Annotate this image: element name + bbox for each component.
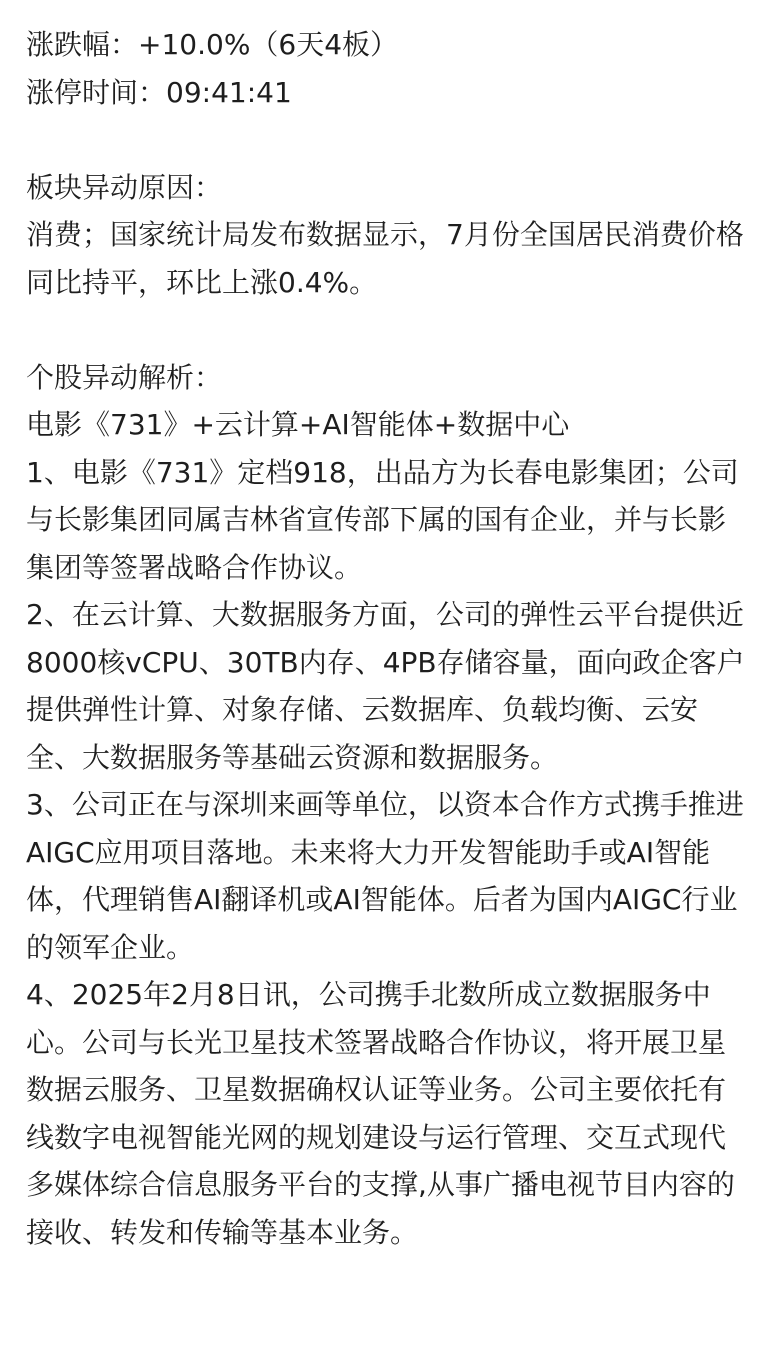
limit-time-value: 09:41:41 (166, 75, 292, 109)
analysis-point-2: 2、在云计算、大数据服务方面，公司的弹性云平台提供近8000核vCPU、30TB内存、4PB存储容量，面向政企客户提供弹性计算、对象存储、云数据库、负载均衡、云安全、大数据服务等基础云资源和数据服务。 (26, 598, 745, 774)
analysis-heading: 个股异动解析： (26, 360, 223, 394)
sector-heading: 板块异动原因： (26, 170, 223, 204)
spacer (26, 116, 748, 164)
change-value: +10.0%（6天4板） (138, 28, 399, 61)
sector-reason: 消费；国家统计局发布数据显示，7月份全国居民消费价格同比持平，环比上涨0.4%。 (26, 218, 744, 299)
analysis-point-4: 4、2025年2月8日讯，公司携手北数所成立数据服务中心。公司与长光卫星技术签署战略合作协议，将开展卫星数据云服务、卫星数据确权认证等业务。公司主要依托有线数字电视智能光网的规划建设与运行管理、交互式现代多媒体综合信息服务平台的支撑,从事广播电视节目内容的接收、转发和传输等基本业务。 (26, 978, 735, 1249)
change-row (26, 21, 748, 69)
change-label: 涨跌幅： (26, 28, 139, 61)
limit-time-row (26, 69, 748, 117)
analysis-themes: 电影《731》+云计算+AI智能体+数据中心 (26, 408, 570, 441)
spacer (26, 306, 748, 354)
analysis-point-1: 1、电影《731》定档918，出品方为长春电影集团；公司与长影集团同属吉林省宣传部下属的国有企业，并与长影集团等签署战略合作协议。 (26, 455, 739, 584)
limit-time-label: 涨停时间： (26, 75, 167, 109)
analysis-point-3: 3、公司正在与深圳来画等单位，以资本合作方式携手推进AIGC应用项目落地。未来将大力开发智能助手或AI智能体，代理销售AI翻译机或AI智能体。后者为国内AIGC行业的领军企业。 (26, 788, 744, 964)
